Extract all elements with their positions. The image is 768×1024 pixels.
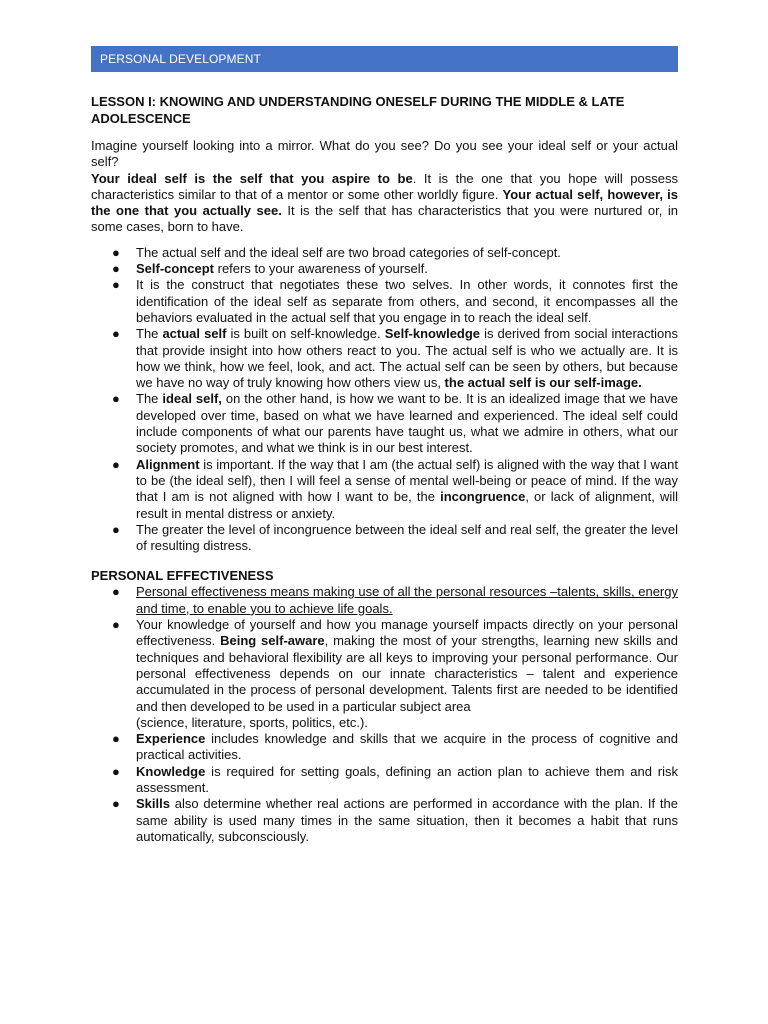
self-concept-list [91, 245, 678, 555]
list-item: ● The actual self and the ideal self are two broad categories of self-concept. [112, 244, 561, 260]
bullet-icon: ● [112, 326, 120, 342]
header-label: PERSONAL DEVELOPMENT [100, 52, 261, 66]
intro-paragraph-2: Your ideal self is the self that you aspire to be. It is the one that you hope will possess characteristics similar to that of a mentor or some other worldly figure. Your actual self, however, is the one that you actually see. It is the self that has characteristics that you were nurtured or, in some cases, born to have. [91, 170, 679, 235]
bullet-icon: ● [112, 731, 120, 747]
bullet-icon: ● [112, 244, 120, 260]
bullet-icon: ● [112, 796, 120, 812]
document-content [91, 93, 678, 845]
section-title-personal-effectiveness: PERSONAL EFFECTIVENESS [91, 568, 274, 584]
intro-paragraph-1: Imagine yourself looking into a mirror. What do you see? Do you see your ideal self or your actual self? [91, 138, 678, 170]
list-item: ● Your knowledge of yourself and how you manage yourself impacts directly on your personal effectiveness. Being self-aware, making the most of your strengths, learning new skills and techniques and behavioral flexibility are all keys to improving your personal performance. Our personal effectiveness depends on our innate characteristics – talent and experience accumulated in the process of personal development. Talents first are needed to be identified and then developed to be used in a particular subject area (science, literature, sports, politics, etc.). [112, 617, 678, 730]
bullet-icon: ● [112, 617, 120, 633]
list-item: ● The greater the level of incongruence between the ideal self and real self, the greater the level of resulting distress. [112, 521, 678, 554]
list-item: ● Experience includes knowledge and skills that we acquire in the process of cognitive and practical activities. [112, 731, 678, 763]
ideal-self-definition: Your ideal self is the self that you aspire to be [91, 170, 413, 186]
lesson-title: LESSON I: KNOWING AND UNDERSTANDING ONESELF DURING THE MIDDLE & LATE ADOLESCENCE [91, 94, 625, 126]
bullet-icon: ● [112, 763, 120, 779]
personal-effectiveness-list [91, 584, 678, 845]
bullet-icon: ● [112, 277, 120, 293]
bullet-icon: ● [112, 261, 120, 277]
bullet-icon: ● [112, 456, 120, 472]
list-item: ● Skills also determine whether real actions are performed in accordance with the plan. If the same ability is used many times in the same situation, then it becomes a habit that runs automatically, subconsciously. [112, 796, 678, 844]
list-item: ● The ideal self, on the other hand, is how we want to be. It is an idealized image that we have developed over time, based on what we have learned and experienced. The ideal self could include components of what our parents have taught us, what we admire in others, what our society promotes, and what we think is in our best interest. [112, 391, 678, 456]
bullet-icon: ● [112, 391, 120, 407]
actual-self-definition: Your actual self, however, is the one that you actually see. [91, 186, 678, 219]
list-item: ● Personal effectiveness means making use of all the personal resources –talents, skills, energy and time, to enable you to achieve life goals. [112, 584, 678, 616]
list-item: ● The actual self is built on self-knowledge. Self-knowledge is derived from social interactions that provide insight into how others react to you. The actual self is who we actually are. It is how we think, how we feel, look, and act. The actual self can be seen by others, but because we have no way of truly knowing how others view us, the actual self is our self-image. [112, 326, 678, 391]
list-item: ● Self-concept refers to your awareness of yourself. [112, 261, 428, 277]
header-bar [91, 46, 678, 72]
list-item: ● It is the construct that negotiates these two selves. In other words, it connotes first the identification of the ideal self as separate from others, and second, it encompasses all the behaviors evaluated in the actual self that you engage in to reach the ideal self. [112, 277, 678, 325]
list-item: ● Alignment is important. If the way that I am (the actual self) is aligned with the way that I want to be (the ideal self), then I will feel a sense of mental well-being or peace of mind. If the way that I am is not aligned with how I want to be, the incongruence, or lack of alignment, will result in mental distress or anxiety. [112, 456, 678, 521]
bullet-icon: ● [112, 521, 120, 537]
bullet-icon: ● [112, 584, 120, 600]
list-item: ● Knowledge is required for setting goals, defining an action plan to achieve them and risk assessment. [112, 763, 678, 795]
